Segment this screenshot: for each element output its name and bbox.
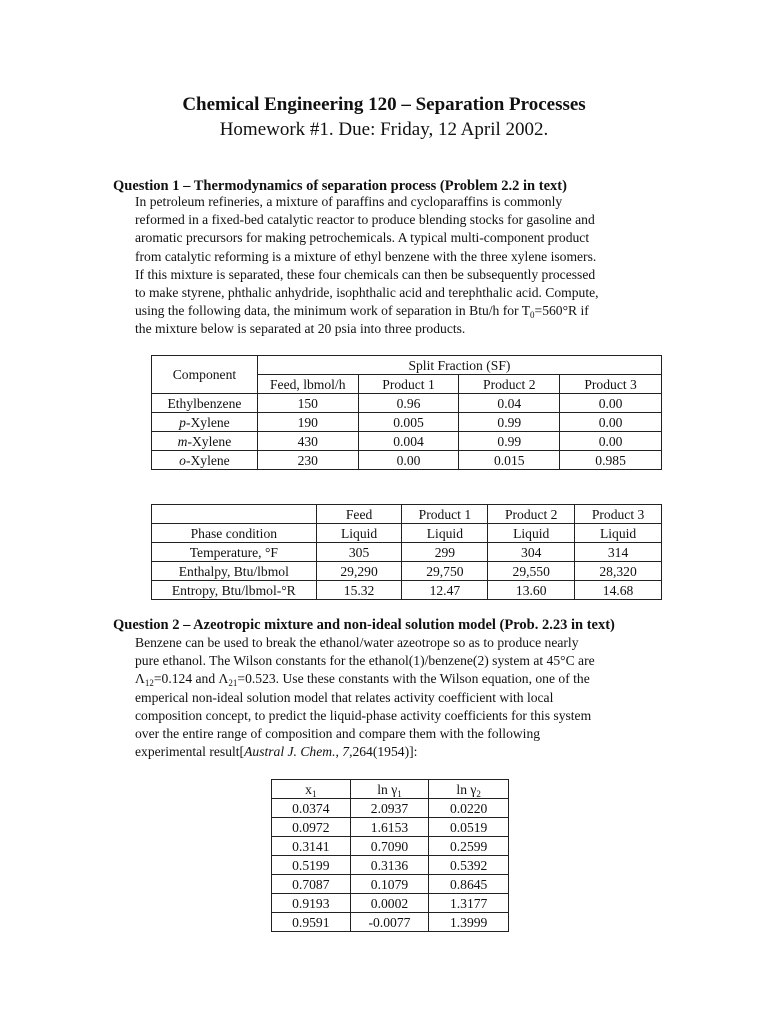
text-line: In petroleum refineries, a mixture of paraffins and cycloparaffins is commonly [135, 194, 563, 209]
table-cell: 0.0519 [429, 818, 509, 837]
text-segment: ,264(1954)]: [349, 744, 418, 760]
table-row [152, 524, 662, 543]
component-name: -Xylene [187, 433, 232, 449]
subscript: 2 [476, 788, 481, 799]
table-row [272, 856, 509, 875]
table-cell: 0.99 [459, 432, 560, 451]
table-cell: 0.0374 [272, 799, 351, 818]
text-segment: experimental result[ [135, 744, 245, 760]
table-cell: 0.00 [560, 432, 662, 451]
text-segment: using the following data, the minimum work of separation in Btu/h for T [135, 303, 531, 319]
table-cell: 1.6153 [350, 818, 429, 837]
table-cell: 305 [316, 543, 402, 562]
header-text: ln γ [456, 781, 477, 797]
text-line-temperature [135, 302, 655, 320]
text-line: from catalytic reforming is a mixture of ethyl benzene with the three xylene isomers. [135, 248, 597, 264]
text-segment: =0.124 and [153, 671, 219, 687]
table-cell: 14.68 [575, 581, 662, 600]
table-cell: 0.7090 [350, 837, 429, 856]
component-name: Ethylbenzene [167, 395, 242, 411]
text-line: Benzene can be used to break the ethanol/water azeotrope so as to produce nearly [135, 635, 579, 650]
page-title: Chemical Engineering 120 – Separation Processes [182, 94, 586, 115]
table-cell: 0.00 [358, 451, 459, 470]
prefix: o [179, 452, 186, 468]
table-cell: 0.7087 [272, 875, 351, 894]
prefix: p [179, 414, 186, 430]
table-header-cell: Product 2 [488, 505, 575, 524]
text-line-wilson-constants [135, 670, 655, 688]
table-cell: Liquid [575, 524, 662, 543]
text-line: the mixture below is separated at 20 psia into three products. [135, 321, 466, 337]
table-cell: 190 [257, 413, 358, 432]
text-line-reference [135, 743, 655, 761]
table-cell [152, 413, 258, 432]
header-text: x [305, 781, 312, 797]
table-cell [152, 394, 258, 413]
table-cell: 0.96 [358, 394, 459, 413]
table-cell: Temperature, °F [152, 543, 317, 562]
text-line: to make styrene, phthalic anhydride, isophthalic acid and terephthalic acid. Compute, [135, 285, 599, 301]
table-cell: 0.3136 [350, 856, 429, 875]
question-2-heading: Question 2 – Azeotropic mixture and non-ideal solution model (Prob. 2.23 in text) [113, 617, 615, 633]
subscript: 12 [144, 678, 154, 689]
table-header-row [152, 505, 662, 524]
table-cell: 0.0220 [429, 799, 509, 818]
table-cell: 430 [257, 432, 358, 451]
table-cell: 0.00 [560, 413, 662, 432]
lambda-symbol: Λ [218, 671, 229, 687]
table-header-row [272, 780, 509, 799]
split-fraction-table [151, 355, 662, 470]
table-cell: 0.5199 [272, 856, 351, 875]
table-cell: 0.0972 [272, 818, 351, 837]
table-cell: Liquid [402, 524, 488, 543]
table-cell: 314 [575, 543, 662, 562]
table-cell: 0.015 [459, 451, 560, 470]
table-cell: Liquid [488, 524, 575, 543]
journal-volume: 7 [342, 744, 350, 760]
subscript: 21 [228, 678, 238, 689]
subscript: 1 [311, 788, 317, 799]
text-segment: =560°R if [534, 303, 589, 319]
table-cell: 0.985 [560, 451, 662, 470]
table-header-cell: Product 3 [575, 505, 662, 524]
table-cell: 2.0937 [350, 799, 429, 818]
table-cell [152, 432, 258, 451]
text-line: over the entire range of composition and compare them with the following [135, 726, 541, 742]
table-cell: 29,550 [488, 562, 575, 581]
component-name: -Xylene [185, 414, 230, 430]
prefix: m [177, 433, 188, 449]
table-row [152, 432, 662, 451]
table-cell: 0.00 [560, 394, 662, 413]
table-cell: Enthalpy, Btu/lbmol [152, 562, 317, 581]
table-cell: 15.32 [316, 581, 402, 600]
table-cell: 0.9591 [272, 913, 351, 932]
table-cell: 28,320 [575, 562, 662, 581]
table-cell: 0.0002 [350, 894, 429, 913]
text-line: aromatic precursors for making petrochemicals. A typical multi-component product [135, 230, 590, 246]
table-cell: 0.04 [459, 394, 560, 413]
table-row [152, 562, 662, 581]
table-cell: 0.9193 [272, 894, 351, 913]
table-row [272, 818, 509, 837]
journal-name: Austral J. Chem. [244, 744, 336, 760]
table-header-cell [272, 780, 351, 799]
table-cell: 29,290 [316, 562, 402, 581]
text-line: emperical non-ideal solution model that relates activity coefficient with local [135, 689, 554, 705]
table-row [152, 581, 662, 600]
table-header-cell [429, 780, 509, 799]
table-cell: 0.99 [459, 413, 560, 432]
activity-coefficient-table [271, 779, 509, 932]
table-cell: -0.0077 [350, 913, 429, 932]
table-header-cell: Product 1 [402, 505, 488, 524]
text-segment: , [335, 744, 343, 760]
component-name: -Xylene [185, 452, 230, 468]
table-header-cell: Product 1 [358, 375, 459, 394]
table-header-cell [350, 780, 429, 799]
question-1-heading: Question 1 – Thermodynamics of separation process (Problem 2.2 in text) [113, 178, 567, 194]
table-header-cell: Split Fraction (SF) [257, 356, 661, 375]
subscript: 0 [530, 310, 535, 321]
table-cell: 230 [257, 451, 358, 470]
table-row [272, 875, 509, 894]
table-row [152, 394, 662, 413]
question-1-text [135, 193, 655, 339]
table-cell: 0.1079 [350, 875, 429, 894]
subscript: 1 [397, 788, 402, 799]
text-segment: =0.523. Use these constants with the Wilson equation, one of the [237, 671, 590, 687]
table-row [272, 799, 509, 818]
table-row [272, 837, 509, 856]
table-cell: 304 [488, 543, 575, 562]
table-cell: 29,750 [402, 562, 488, 581]
table-header-cell: Feed [316, 505, 402, 524]
table-cell: 0.2599 [429, 837, 509, 856]
table-cell: 1.3177 [429, 894, 509, 913]
table-cell: 13.60 [488, 581, 575, 600]
table-cell: 0.8645 [429, 875, 509, 894]
text-line: composition concept, to predict the liquid-phase activity coefficients for this system [135, 707, 592, 723]
table-row [152, 413, 662, 432]
table-cell: Liquid [316, 524, 402, 543]
table-header-row [152, 356, 662, 375]
table-row [152, 451, 662, 470]
table-header-cell [152, 505, 317, 524]
table-cell: 0.004 [358, 432, 459, 451]
question-2-text [135, 634, 655, 761]
page-subtitle: Homework #1. Due: Friday, 12 April 2002. [219, 119, 549, 140]
lambda-symbol: Λ [135, 671, 145, 687]
text-line: pure ethanol. The Wilson constants for the ethanol(1)/benzene(2) system at 45°C are [135, 653, 595, 669]
table-header-cell: Component [152, 356, 258, 394]
table-cell: 0.5392 [429, 856, 509, 875]
table-cell [152, 451, 258, 470]
table-cell: Phase condition [152, 524, 317, 543]
table-cell: 12.47 [402, 581, 488, 600]
table-cell: 150 [257, 394, 358, 413]
table-header-cell: Product 3 [560, 375, 662, 394]
table-row [152, 543, 662, 562]
text-line: If this mixture is separated, these four chemicals can then be subsequently processed [135, 266, 596, 282]
table-cell: Entropy, Btu/lbmol-°R [152, 581, 317, 600]
table-row [272, 894, 509, 913]
table-cell: 0.3141 [272, 837, 351, 856]
stream-properties-table [151, 504, 662, 600]
text-line: reformed in a fixed-bed catalytic reactor to produce blending stocks for gasoline and [135, 212, 595, 228]
table-header-cell: Feed, lbmol/h [257, 375, 358, 394]
header-text: ln γ [377, 781, 398, 797]
table-cell: 0.005 [358, 413, 459, 432]
table-row [272, 913, 509, 932]
table-cell: 1.3999 [429, 913, 509, 932]
table-cell: 299 [402, 543, 488, 562]
table-header-cell: Product 2 [459, 375, 560, 394]
